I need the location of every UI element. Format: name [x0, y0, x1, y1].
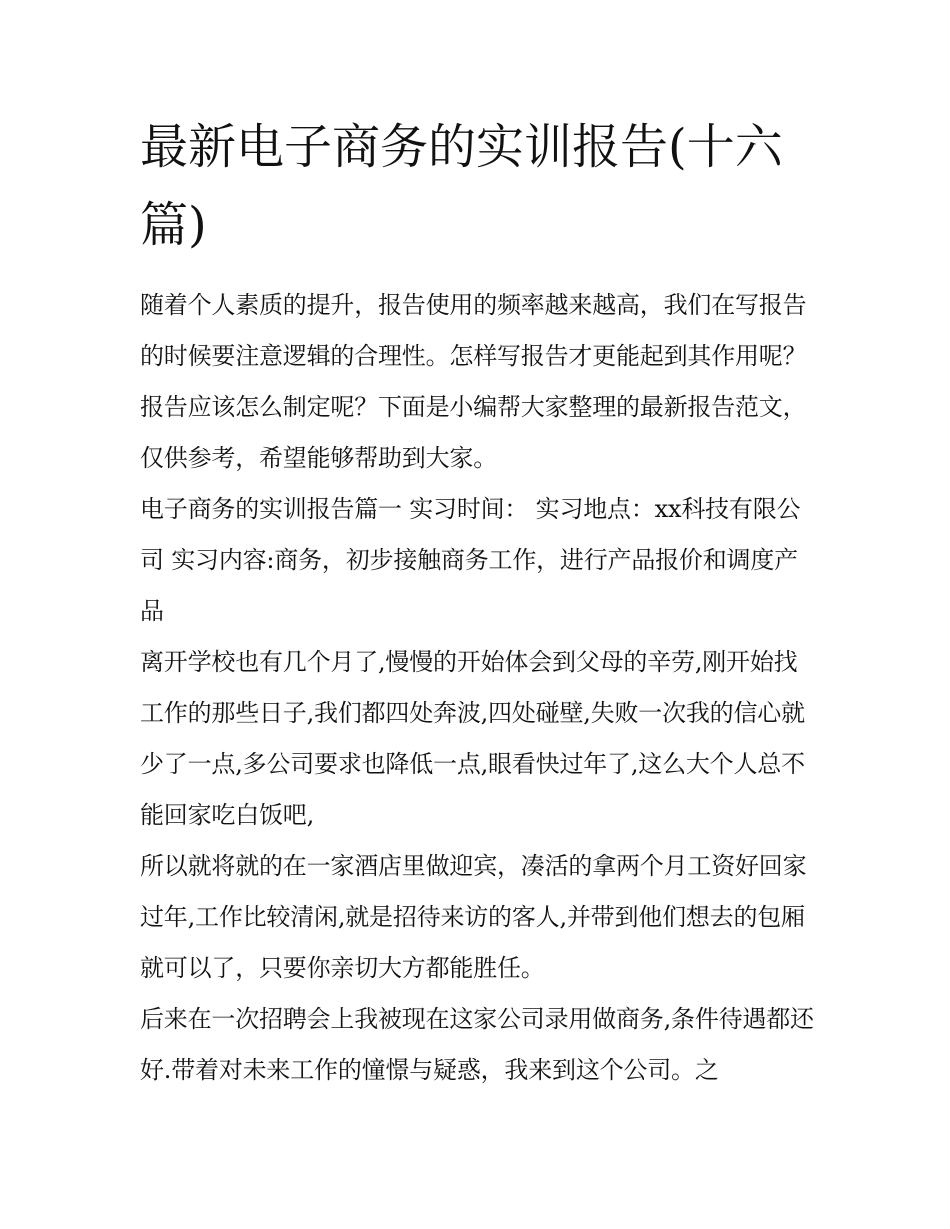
document-body	[140, 280, 820, 1096]
document-title: 最新电子商务的实训报告(十六篇)	[140, 119, 783, 253]
paragraph-hotel-job: 所以就将就的在一家酒店里做迎宾，凑活的拿两个月工资好回家过年,工作比较清闲,就是招待来访的客人,并带到他们想去的包厢就可以了，只要你亲切大方都能胜任。	[140, 852, 807, 982]
paragraph-company-hire: 后来在一次招聘会上我被现在这家公司录用做商务,条件待遇都还好.带着对未来工作的憧憬与疑惑，我来到这个公司。之	[140, 1005, 814, 1084]
paragraph-job-search: 离开学校也有几个月了,慢慢的开始体会到父母的辛劳,刚开始找工作的那些日子,我们都四处奔波,四处碰壁,失败一次我的信心就少了一点,多公司要求也降低一点,眼看快过年了,这么大个人总不能回家吃白饭吧,	[140, 648, 805, 829]
paragraph-intro: 随着个人素质的提升，报告使用的频率越来越高，我们在写报告的时候要注意逻辑的合理性。怎样写报告才更能起到其作用呢？报告应该怎么制定呢？下面是小编帮大家整理的最新报告范文，仅供参考，希望能够帮助到大家。	[140, 291, 807, 472]
paragraph-internship-info: 电子商务的实训报告篇一 实习时间： 实习地点：xx科技有限公司 实习内容:商务，初步接触商务工作，进行产品报价和调度产品	[140, 495, 801, 625]
